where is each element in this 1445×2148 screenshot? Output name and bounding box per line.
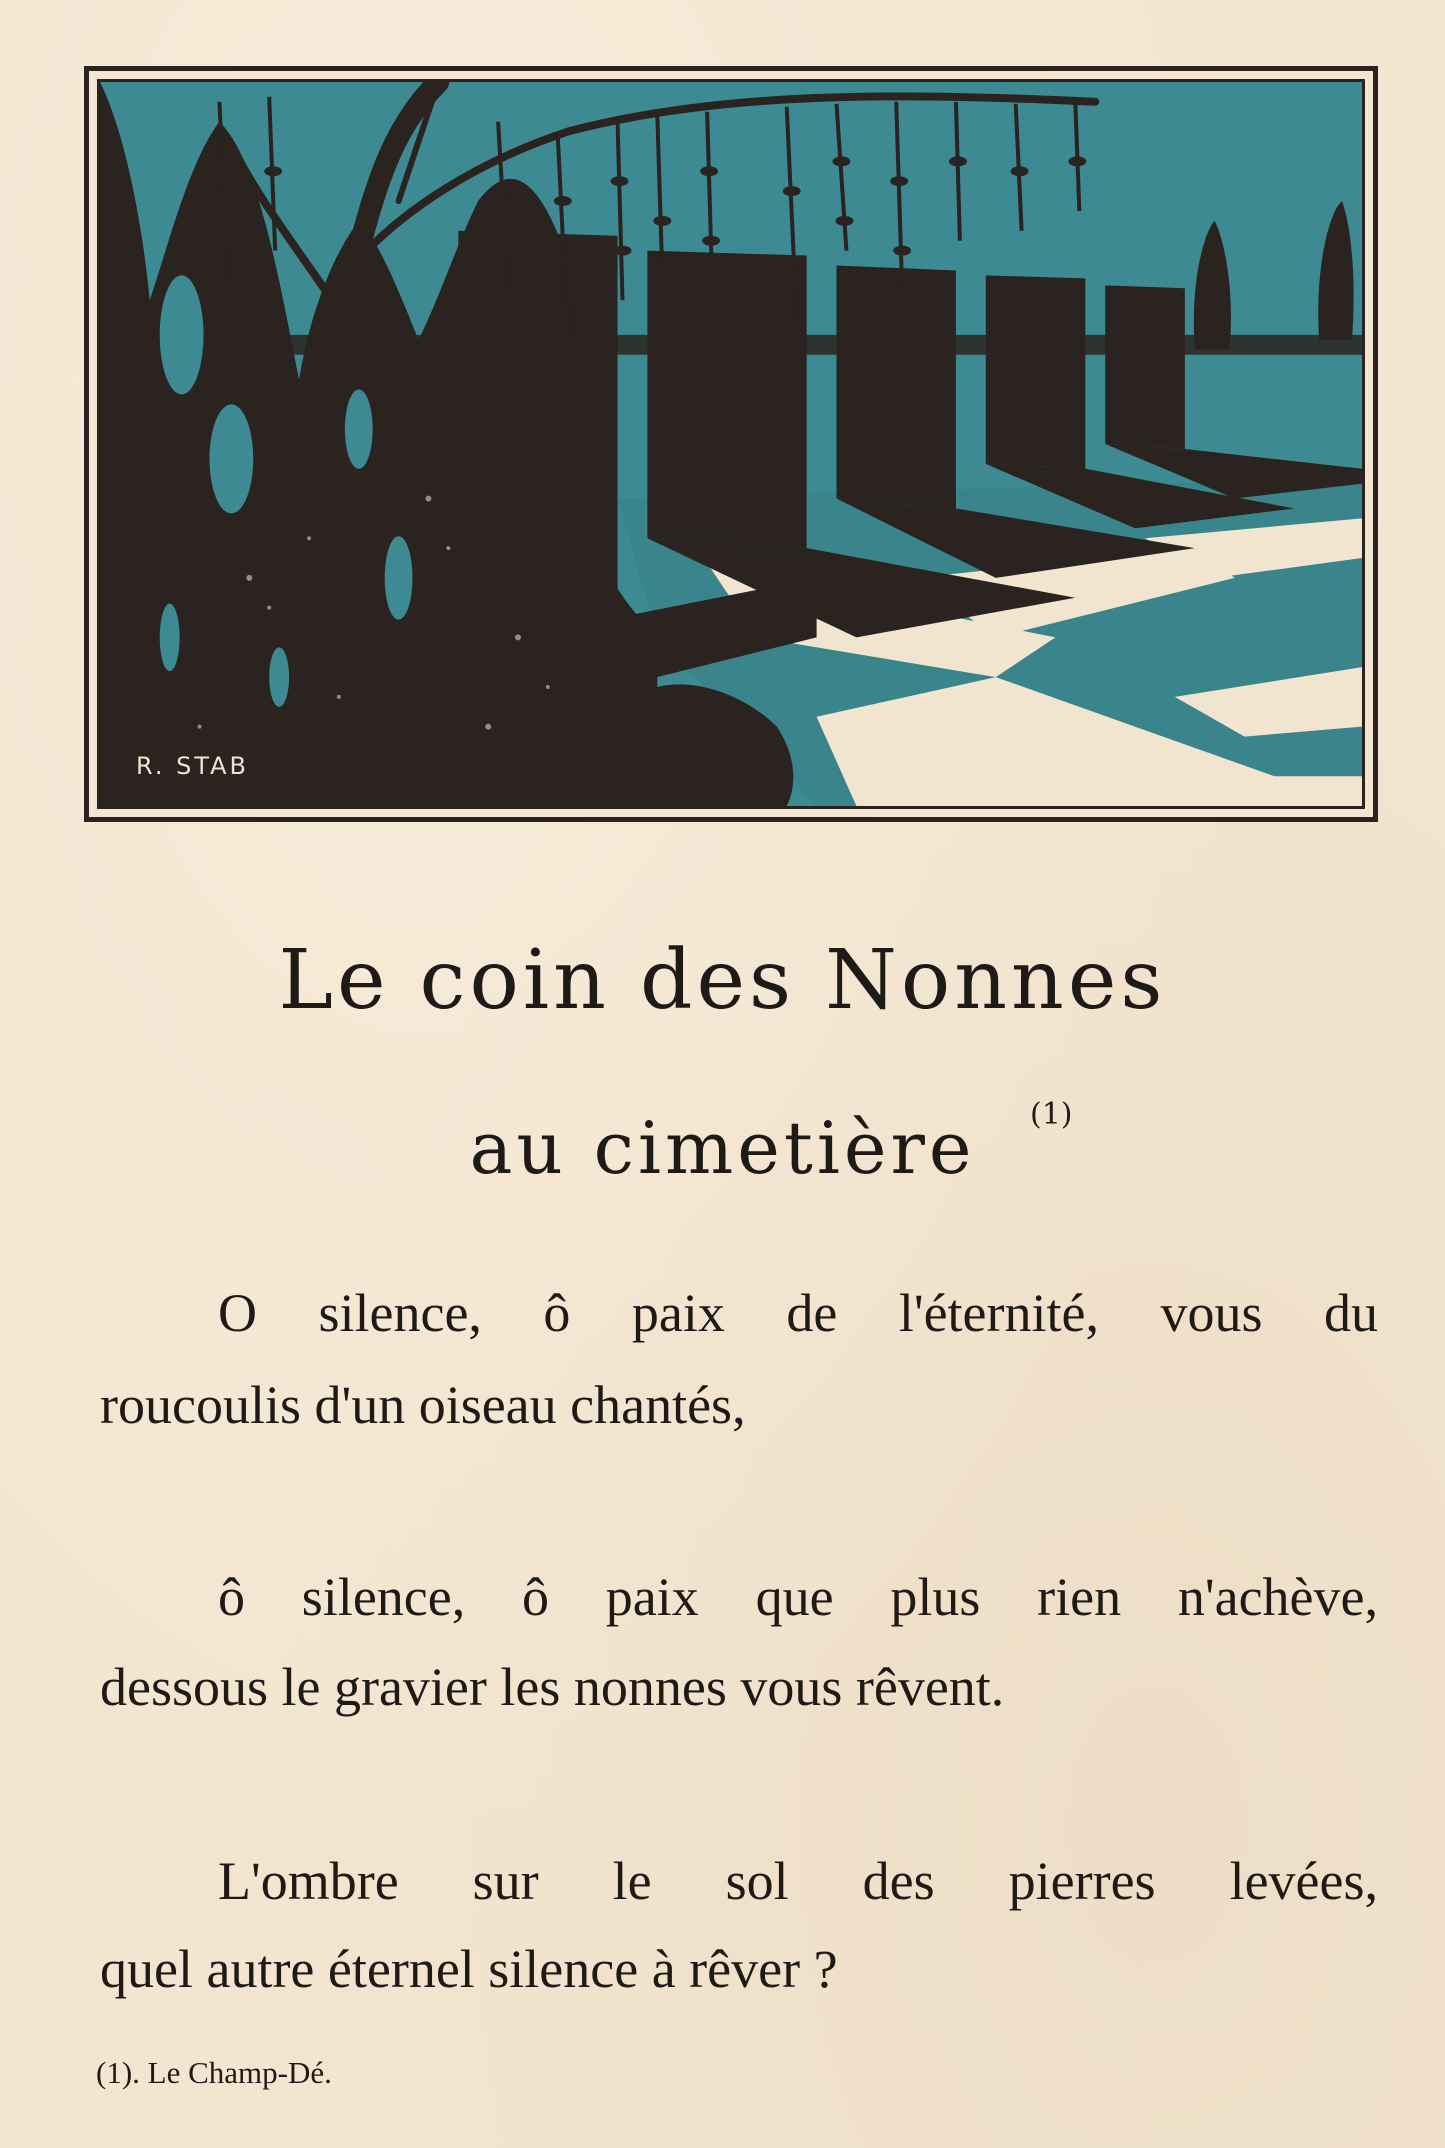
illustration-frame — [97, 79, 1365, 809]
stanza-3-line-1: L'ombre sur le sol des pierres levées, — [218, 1851, 1378, 1911]
stanza-1-line-1: O silence, ô paix de l'éternité, vous du — [218, 1283, 1378, 1343]
footnote-marker: (1) — [1030, 1097, 1073, 1132]
stanza-1-line-2: roucoulis d'un oiseau chantés, — [100, 1375, 746, 1435]
woodcut-illustration — [84, 66, 1378, 822]
stanza-2-line-2: dessous le gravier les nonnes vous rêvent. — [100, 1657, 1005, 1717]
stanza-3-line-2: quel autre éternel silence à rêver ? — [100, 1939, 838, 1999]
footnote: (1). Le Champ-Dé. — [96, 2055, 332, 2090]
poem-title-line-1: Le coin des Nonnes — [278, 933, 1167, 1028]
poem-title-line-2: au cimetière — [469, 1106, 976, 1190]
artist-signature: R. STAB — [136, 752, 249, 780]
cemetery-scene — [100, 82, 1362, 806]
stanza-2-line-1: ô silence, ô paix que plus rien n'achève, — [218, 1567, 1378, 1627]
